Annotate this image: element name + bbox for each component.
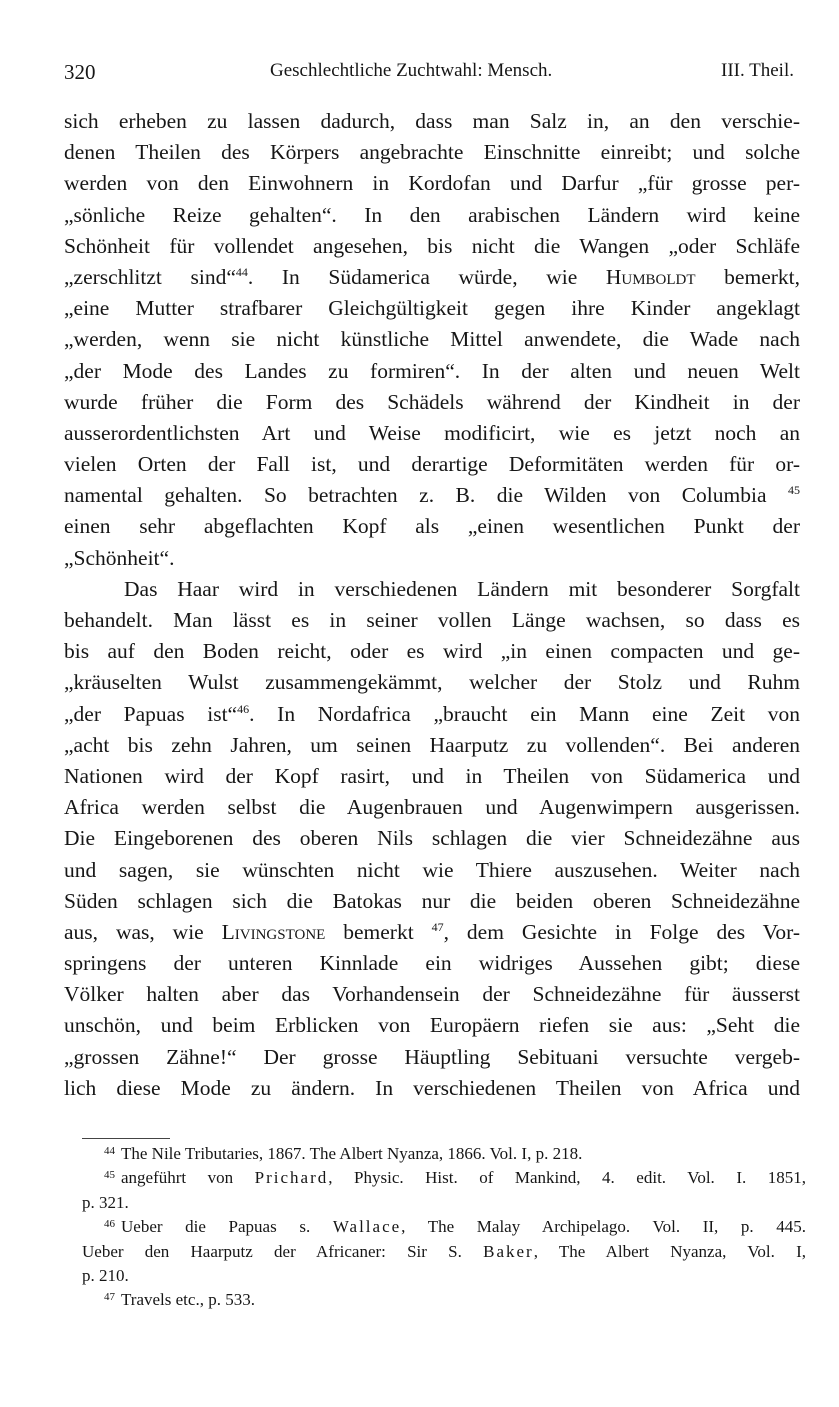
text-segment: bemerkt	[343, 919, 414, 944]
footnote-45-cont: p. 321.	[82, 1192, 129, 1212]
text-line: „werden, wenn sie nicht künstliche Mittel anwendete, die Wade nach	[64, 327, 800, 352]
text-line	[64, 699, 800, 730]
running-title: Geschlechtliche Zuchtwahl: Mensch.	[270, 60, 553, 81]
text-line: Völker halten aber das Vorhandensein der Schneidezähne für äusserst	[64, 982, 800, 1007]
text-line: Schönheit für vollendet angesehen, bis nicht die Wangen „oder Schläfe	[64, 233, 800, 258]
text-line: unschön, und beim Erblicken von Europäern riefen sie aus: „Seht die	[64, 1013, 800, 1038]
text-line: „acht bis zehn Jahren, um seinen Haarputz zu vollenden“. Bei anderen	[64, 732, 800, 757]
footnote-text: angeführt von	[121, 1168, 234, 1188]
text-segment: „der Papuas ist“	[64, 701, 238, 726]
text-line: Nationen wird der Kopf rasirt, und in Theilen von Südamerica und	[64, 763, 800, 788]
footnote-ref-44[interactable]: 44	[235, 264, 248, 279]
text-segment: namental gehalten. So betrachten z. B. die Wilden von Columbia	[64, 483, 767, 508]
footnote-number: 46	[104, 1218, 115, 1231]
text-line: „der Mode des Landes zu formiren“. In der alten und neuen Welt	[64, 358, 800, 383]
text-line: sich erheben zu lassen dadurch, dass man Salz in, an den verschie-	[64, 109, 800, 133]
footnote-text: Travels etc., p. 533.	[121, 1290, 255, 1310]
text-line: Süden schlagen sich die Batokas nur die beiden oberen Schneidezähne	[64, 888, 800, 913]
paragraph-start: Das Haar wird in verschiedenen Ländern mit besonderer Sorgfalt	[124, 576, 800, 601]
text-line: einen sehr abgeflachten Kopf als „einen wesentlichen Punkt der	[64, 514, 800, 539]
footnote-ref-46[interactable]: 46	[237, 701, 250, 716]
section-label: III. Theil.	[721, 60, 794, 81]
footnote-text: , Physic. Hist. of Mankind, 4. edit. Vol. I. 1851,	[328, 1168, 806, 1188]
text-segment: . In Südamerica würde, wie	[247, 264, 578, 289]
author-name: Prichard	[254, 1168, 329, 1188]
footnote-ref-47[interactable]: 47	[431, 919, 444, 934]
author-name: Humboldt	[605, 264, 696, 289]
footnote-44	[82, 1142, 806, 1166]
text-line: Die Eingeborenen des oberen Nils schlagen die vier Schneidezähne aus	[64, 826, 800, 851]
text-line: springens der unteren Kinnlade ein widriges Aussehen gibt; diese	[64, 951, 800, 976]
text-line: „kräuselten Wulst zusammengekämmt, welcher der Stolz und Ruhm	[64, 670, 800, 695]
footnote-text: , The Albert Nyanza, Vol. I,	[533, 1241, 806, 1261]
text-line: ausserordentlichsten Art und Weise modificirt, wie es jetzt noch an	[64, 420, 800, 445]
footnote-number: 44	[104, 1145, 115, 1157]
text-segment: , dem Gesichte in Folge des Vor-	[443, 919, 800, 944]
text-line: werden von den Einwohnern in Kordofan und Darfur „für grosse per-	[64, 171, 800, 196]
text-line	[64, 262, 800, 293]
footnote-divider	[82, 1138, 170, 1139]
text-segment: bemerkt,	[724, 264, 800, 289]
text-segment: . In Nordafrica „braucht ein Mann eine Zeit von	[249, 701, 800, 726]
footnote-47	[82, 1288, 806, 1312]
footnote-46-end: p. 210.	[82, 1265, 129, 1285]
text-line: „sönliche Reize gehalten“. In den arabischen Ländern wird keine	[64, 202, 800, 227]
footnote-46	[82, 1215, 806, 1239]
page-number: 320	[64, 60, 96, 84]
text-segment: aus, was, wie	[64, 919, 204, 944]
author-name: Baker	[483, 1241, 534, 1261]
text-line: „grossen Zähne!“ Der grosse Häuptling Sebituani versuchte vergeb-	[64, 1044, 800, 1069]
running-header	[64, 60, 794, 86]
footnote-number: 47	[104, 1291, 115, 1304]
footnote-number: 45	[104, 1169, 115, 1182]
text-segment: „zerschlitzt sind“	[64, 264, 236, 289]
footnote-46-cont	[82, 1240, 806, 1264]
text-line: und sagen, sie wünschten nicht wie Thiere auszusehen. Weiter nach	[64, 857, 800, 882]
author-name: Wallace	[332, 1217, 402, 1237]
text-line: denen Theilen des Körpers angebrachte Einschnitte einreibt; und solche	[64, 140, 800, 165]
text-line: behandelt. Man lässt es in seiner vollen Länge wachsen, so dass es	[64, 608, 800, 632]
footnote-text: Ueber die Papuas s.	[121, 1217, 311, 1237]
text-line: lich diese Mode zu ändern. In verschiedenen Theilen von Africa und	[64, 1075, 800, 1100]
text-line: vielen Orten der Fall ist, und derartige Deformitäten werden für or-	[64, 452, 800, 477]
footnote-text: , The Malay Archipelago. Vol. II, p. 445.	[401, 1217, 806, 1237]
text-line: Africa werden selbst die Augenbrauen und Augenwimpern ausgerissen.	[64, 795, 800, 820]
main-text	[64, 106, 800, 1104]
text-line: „eine Mutter strafbarer Gleichgültigkeit gegen ihre Kinder angeklagt	[64, 296, 800, 321]
author-name: Livingstone	[221, 919, 326, 944]
text-line: „Schönheit“.	[64, 545, 175, 570]
footnote-text: The Nile Tributaries, 1867. The Albert Nyanza, 1866. Vol. I, p. 218.	[121, 1144, 583, 1163]
footnote-text: Ueber den Haarputz der Africaner: Sir S.	[82, 1241, 462, 1261]
text-line: bis auf den Boden reicht, oder es wird „in einen compacten und ge-	[64, 639, 800, 664]
text-line	[64, 917, 800, 948]
footnote-ref-45[interactable]: 45	[788, 483, 800, 498]
text-line	[64, 480, 800, 511]
footnotes	[82, 1142, 806, 1313]
footnote-45	[82, 1166, 806, 1190]
text-line: wurde früher die Form des Schädels während der Kindheit in der	[64, 389, 800, 414]
